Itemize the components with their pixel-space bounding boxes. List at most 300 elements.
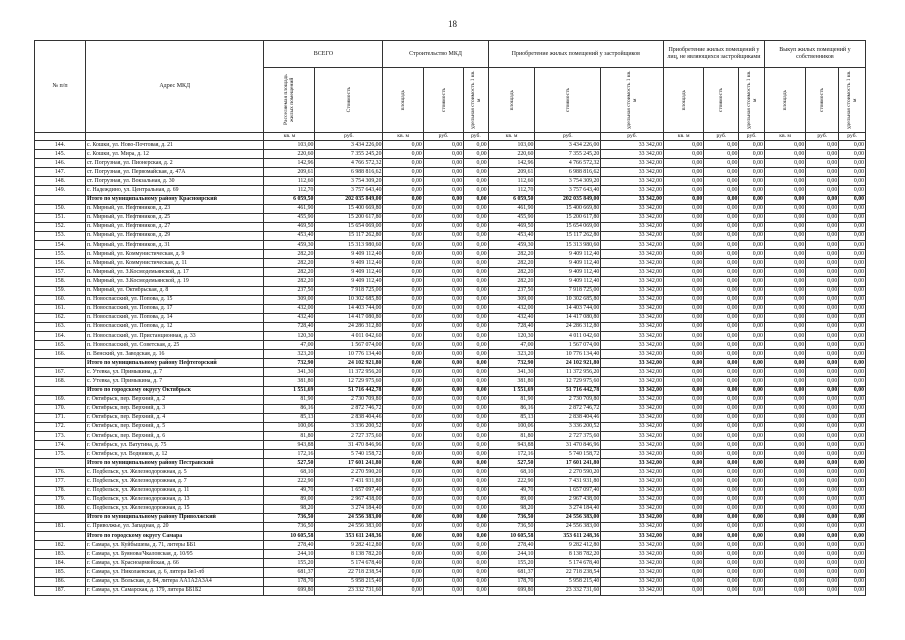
non-developer-unit: 0,00 xyxy=(739,459,765,468)
non-developer-cost: 0,00 xyxy=(704,195,739,204)
cost-cell: 15 313 980,60 xyxy=(315,241,383,250)
developer-area: 282,20 xyxy=(488,277,535,286)
buyout-unit: 0,00 xyxy=(839,177,866,186)
developer-unit: 33 342,00 xyxy=(601,532,664,541)
buyout-cost: 0,00 xyxy=(806,413,839,422)
housing-table xyxy=(34,40,866,596)
cost-cell: 7 918 725,00 xyxy=(315,286,383,295)
construction-area: 0,00 xyxy=(383,150,423,159)
cost-cell: 2 838 404,46 xyxy=(315,413,383,422)
developer-area: 341,30 xyxy=(488,368,535,377)
non-developer-cost: 0,00 xyxy=(704,541,739,550)
construction-area: 0,00 xyxy=(383,295,423,304)
cost-cell: 23 332 731,60 xyxy=(315,586,383,595)
non-developer-cost: 0,00 xyxy=(704,231,739,240)
construction-cost: 0,00 xyxy=(423,559,463,568)
buyout-unit: 0,00 xyxy=(839,368,866,377)
buyout-cost: 0,00 xyxy=(806,295,839,304)
table-row xyxy=(35,259,866,268)
col-no-header: № п/п xyxy=(35,41,86,133)
row-number: 170. xyxy=(35,404,86,413)
construction-unit: 0,00 xyxy=(464,413,488,422)
buyout-unit: 0,00 xyxy=(839,286,866,295)
developer-unit: 33 342,00 xyxy=(601,341,664,350)
developer-cost: 2 270 590,20 xyxy=(535,468,601,477)
construction-cost: 0,00 xyxy=(423,331,463,340)
developer-cost: 23 332 731,60 xyxy=(535,586,601,595)
area-cell: 459,30 xyxy=(264,241,315,250)
buyout-area: 0,00 xyxy=(764,195,805,204)
developer-unit: 33 342,00 xyxy=(601,322,664,331)
non-developer-unit: 0,00 xyxy=(739,177,765,186)
developer-cost: 9 409 112,40 xyxy=(535,250,601,259)
row-number: 150. xyxy=(35,204,86,213)
non-developer-unit: 0,00 xyxy=(739,231,765,240)
buyout-unit: 0,00 xyxy=(839,195,866,204)
buyout-area: 0,00 xyxy=(764,150,805,159)
non-developer-unit: 0,00 xyxy=(739,277,765,286)
developer-area: 6 059,50 xyxy=(488,195,535,204)
row-number: 182. xyxy=(35,541,86,550)
non-developer-cost: 0,00 xyxy=(704,586,739,595)
area-cell: 100,06 xyxy=(264,422,315,431)
developer-area: 943,88 xyxy=(488,441,535,450)
developer-unit: 33 342,00 xyxy=(601,186,664,195)
buyout-cost: 0,00 xyxy=(806,268,839,277)
non-developer-unit: 0,00 xyxy=(739,368,765,377)
address-cell: п. Новоспасский, ул. Попова, д. 17 xyxy=(85,304,263,313)
non-developer-cost: 0,00 xyxy=(704,432,739,441)
non-developer-area: 0,00 xyxy=(663,195,703,204)
row-number xyxy=(35,386,86,395)
developer-area: 455,90 xyxy=(488,213,535,222)
row-number: 176. xyxy=(35,468,86,477)
buyout-area: 0,00 xyxy=(764,177,805,186)
developer-cost: 17 601 241,80 xyxy=(535,459,601,468)
area-cell: 282,20 xyxy=(264,277,315,286)
area-cell: 455,90 xyxy=(264,213,315,222)
non-developer-cost: 0,00 xyxy=(704,295,739,304)
table-row xyxy=(35,586,866,595)
developer-area: 98,20 xyxy=(488,504,535,513)
non-developer-area: 0,00 xyxy=(663,204,703,213)
sub-header-label: удельная стоимость 1 кв. м xyxy=(626,70,639,130)
buyout-unit: 0,00 xyxy=(839,413,866,422)
non-developer-unit: 0,00 xyxy=(739,322,765,331)
sub-header-label: стоимость xyxy=(440,87,447,113)
non-developer-unit: 0,00 xyxy=(739,213,765,222)
construction-area: 0,00 xyxy=(383,541,423,550)
construction-cost: 0,00 xyxy=(423,550,463,559)
cost-cell: 15 117 262,80 xyxy=(315,231,383,240)
cost-cell: 7 355 245,20 xyxy=(315,150,383,159)
table-row xyxy=(35,286,866,295)
non-developer-unit: 0,00 xyxy=(739,186,765,195)
address-cell: п. Новоспасский, ул. Попова, д. 12 xyxy=(85,322,263,331)
non-developer-area: 0,00 xyxy=(663,304,703,313)
buyout-unit: 0,00 xyxy=(839,422,866,431)
area-cell: 943,88 xyxy=(264,441,315,450)
non-developer-area: 0,00 xyxy=(663,450,703,459)
construction-unit: 0,00 xyxy=(464,468,488,477)
developer-unit: 33 342,00 xyxy=(601,504,664,513)
construction-cost: 0,00 xyxy=(423,386,463,395)
address-cell: п. Новоспасский, ул. Попова, д. 15 xyxy=(85,295,263,304)
buyout-unit: 0,00 xyxy=(839,513,866,522)
buyout-unit: 0,00 xyxy=(839,577,866,586)
row-number: 168. xyxy=(35,377,86,386)
table-row xyxy=(35,141,866,150)
buyout-unit: 0,00 xyxy=(839,559,866,568)
unit-cell: руб. xyxy=(601,133,664,141)
buyout-area: 0,00 xyxy=(764,322,805,331)
buyout-cost: 0,00 xyxy=(806,213,839,222)
developer-cost: 353 611 248,36 xyxy=(535,532,601,541)
construction-cost: 0,00 xyxy=(423,368,463,377)
non-developer-unit: 0,00 xyxy=(739,586,765,595)
construction-area: 0,00 xyxy=(383,359,423,368)
construction-area: 0,00 xyxy=(383,450,423,459)
non-developer-unit: 0,00 xyxy=(739,532,765,541)
table-row xyxy=(35,432,866,441)
row-number xyxy=(35,532,86,541)
non-developer-unit: 0,00 xyxy=(739,331,765,340)
buyout-unit: 0,00 xyxy=(839,213,866,222)
developer-cost: 1 567 074,00 xyxy=(535,341,601,350)
sub-header xyxy=(739,68,765,133)
developer-unit: 33 342,00 xyxy=(601,513,664,522)
non-developer-cost: 0,00 xyxy=(704,177,739,186)
buyout-unit: 0,00 xyxy=(839,331,866,340)
non-developer-area: 0,00 xyxy=(663,577,703,586)
address-cell: с. Подбельск, ул. Железнодорожная, д. 5 xyxy=(85,468,263,477)
construction-cost: 0,00 xyxy=(423,286,463,295)
construction-area: 0,00 xyxy=(383,222,423,231)
non-developer-area: 0,00 xyxy=(663,568,703,577)
developer-cost: 3 336 200,52 xyxy=(535,422,601,431)
non-developer-cost: 0,00 xyxy=(704,550,739,559)
buyout-area: 0,00 xyxy=(764,459,805,468)
table-row xyxy=(35,322,866,331)
row-number: 178. xyxy=(35,486,86,495)
construction-unit: 0,00 xyxy=(464,522,488,531)
buyout-area: 0,00 xyxy=(764,186,805,195)
table-row xyxy=(35,477,866,486)
cost-cell: 15 654 069,00 xyxy=(315,222,383,231)
sub-header-label: удельная стоимость 1 кв. м xyxy=(745,70,758,130)
cost-cell: 8 138 782,20 xyxy=(315,550,383,559)
non-developer-cost: 0,00 xyxy=(704,477,739,486)
buyout-cost: 0,00 xyxy=(806,422,839,431)
construction-cost: 0,00 xyxy=(423,441,463,450)
buyout-unit: 0,00 xyxy=(839,586,866,595)
non-developer-area: 0,00 xyxy=(663,395,703,404)
area-cell: 47,00 xyxy=(264,341,315,350)
buyout-cost: 0,00 xyxy=(806,277,839,286)
group-buyout-header: Выкуп жилых помещений у собственников xyxy=(764,41,865,68)
developer-cost: 24 556 383,00 xyxy=(535,513,601,522)
buyout-unit: 0,00 xyxy=(839,141,866,150)
table-row xyxy=(35,341,866,350)
buyout-cost: 0,00 xyxy=(806,513,839,522)
buyout-cost: 0,00 xyxy=(806,331,839,340)
address-cell: п. Новоспасский, ул. Советская, д. 25 xyxy=(85,341,263,350)
area-cell: 86,16 xyxy=(264,404,315,413)
buyout-unit: 0,00 xyxy=(839,477,866,486)
construction-area: 0,00 xyxy=(383,468,423,477)
construction-cost: 0,00 xyxy=(423,195,463,204)
construction-area: 0,00 xyxy=(383,386,423,395)
col-address-header: Адрес МКД xyxy=(85,41,263,133)
subtotal-row xyxy=(35,359,866,368)
developer-unit: 33 342,00 xyxy=(601,377,664,386)
non-developer-unit: 0,00 xyxy=(739,350,765,359)
construction-unit: 0,00 xyxy=(464,441,488,450)
address-cell: Итого по городскому округу Октябрьск xyxy=(85,386,263,395)
construction-cost: 0,00 xyxy=(423,459,463,468)
buyout-cost: 0,00 xyxy=(806,250,839,259)
construction-area: 0,00 xyxy=(383,213,423,222)
buyout-cost: 0,00 xyxy=(806,368,839,377)
address-cell: г. Самара, ул. Красноармейская, д. 66 xyxy=(85,559,263,568)
construction-cost: 0,00 xyxy=(423,295,463,304)
non-developer-cost: 0,00 xyxy=(704,322,739,331)
construction-unit: 0,00 xyxy=(464,186,488,195)
buyout-cost: 0,00 xyxy=(806,495,839,504)
table-row xyxy=(35,204,866,213)
buyout-area: 0,00 xyxy=(764,368,805,377)
cost-cell: 7 431 931,80 xyxy=(315,477,383,486)
buyout-area: 0,00 xyxy=(764,168,805,177)
developer-unit: 33 342,00 xyxy=(601,441,664,450)
unit-cell: руб. xyxy=(839,133,866,141)
construction-area: 0,00 xyxy=(383,495,423,504)
unit-cell: кв. м xyxy=(383,133,423,141)
row-number: 156. xyxy=(35,259,86,268)
developer-unit: 33 342,00 xyxy=(601,250,664,259)
area-cell: 736,50 xyxy=(264,513,315,522)
non-developer-unit: 0,00 xyxy=(739,413,765,422)
developer-area: 459,30 xyxy=(488,241,535,250)
area-cell: 699,80 xyxy=(264,586,315,595)
unit-cell: руб. xyxy=(806,133,839,141)
address-cell: п. Мирный, ул. Нефтяников, д. 27 xyxy=(85,222,263,231)
address-cell: г. Октябрьск, ул. Водников, д. 12 xyxy=(85,450,263,459)
construction-area: 0,00 xyxy=(383,504,423,513)
cost-cell: 9 409 112,40 xyxy=(315,277,383,286)
buyout-cost: 0,00 xyxy=(806,341,839,350)
unit-cell: руб. xyxy=(535,133,601,141)
table-row xyxy=(35,268,866,277)
non-developer-unit: 0,00 xyxy=(739,222,765,231)
non-developer-area: 0,00 xyxy=(663,486,703,495)
developer-area: 120,30 xyxy=(488,331,535,340)
construction-unit: 0,00 xyxy=(464,577,488,586)
construction-area: 0,00 xyxy=(383,231,423,240)
non-developer-unit: 0,00 xyxy=(739,195,765,204)
developer-unit: 33 342,00 xyxy=(601,486,664,495)
area-cell: 381,80 xyxy=(264,377,315,386)
sub-header xyxy=(806,68,839,133)
developer-unit: 33 342,00 xyxy=(601,277,664,286)
construction-unit: 0,00 xyxy=(464,313,488,322)
construction-cost: 0,00 xyxy=(423,586,463,595)
construction-cost: 0,00 xyxy=(423,413,463,422)
construction-cost: 0,00 xyxy=(423,277,463,286)
construction-unit: 0,00 xyxy=(464,141,488,150)
buyout-cost: 0,00 xyxy=(806,150,839,159)
area-cell: 10 605,58 xyxy=(264,532,315,541)
developer-unit: 33 342,00 xyxy=(601,241,664,250)
table-row xyxy=(35,504,866,513)
address-cell: с. Подбельск, ул. Железнодорожная, д. 7 xyxy=(85,477,263,486)
construction-cost: 0,00 xyxy=(423,432,463,441)
construction-area: 0,00 xyxy=(383,204,423,213)
developer-cost: 15 200 617,80 xyxy=(535,213,601,222)
table-row xyxy=(35,250,866,259)
buyout-cost: 0,00 xyxy=(806,222,839,231)
developer-cost: 1 657 097,40 xyxy=(535,486,601,495)
row-number: 180. xyxy=(35,504,86,513)
area-cell: 155,20 xyxy=(264,559,315,568)
sub-header xyxy=(464,68,488,133)
developer-unit: 33 342,00 xyxy=(601,450,664,459)
developer-cost: 51 716 442,78 xyxy=(535,386,601,395)
construction-cost: 0,00 xyxy=(423,304,463,313)
developer-unit: 33 342,00 xyxy=(601,141,664,150)
sub-header xyxy=(663,68,703,133)
buyout-unit: 0,00 xyxy=(839,359,866,368)
construction-area: 0,00 xyxy=(383,322,423,331)
construction-cost: 0,00 xyxy=(423,450,463,459)
developer-unit: 33 342,00 xyxy=(601,368,664,377)
developer-unit: 33 342,00 xyxy=(601,168,664,177)
non-developer-area: 0,00 xyxy=(663,413,703,422)
address-cell: с. Подбельск, ул. Железнодорожная, д. 13 xyxy=(85,495,263,504)
non-developer-unit: 0,00 xyxy=(739,386,765,395)
address-cell: г. Самара, ул. Николаевская, д. 6, литера Бв1-лб xyxy=(85,568,263,577)
non-developer-unit: 0,00 xyxy=(739,395,765,404)
construction-cost: 0,00 xyxy=(423,259,463,268)
developer-cost: 7 918 725,00 xyxy=(535,286,601,295)
buyout-cost: 0,00 xyxy=(806,304,839,313)
cost-cell: 6 988 816,62 xyxy=(315,168,383,177)
developer-cost: 7 355 245,20 xyxy=(535,150,601,159)
developer-area: 736,50 xyxy=(488,513,535,522)
developer-unit: 33 342,00 xyxy=(601,259,664,268)
developer-cost: 5 174 678,40 xyxy=(535,559,601,568)
sub-header-label: стоимость xyxy=(819,87,826,113)
construction-cost: 0,00 xyxy=(423,522,463,531)
buyout-area: 0,00 xyxy=(764,341,805,350)
area-cell: 1 551,69 xyxy=(264,386,315,395)
construction-unit: 0,00 xyxy=(464,177,488,186)
buyout-cost: 0,00 xyxy=(806,404,839,413)
row-number: 147. xyxy=(35,168,86,177)
row-number: 151. xyxy=(35,213,86,222)
cost-cell: 1 657 097,40 xyxy=(315,486,383,495)
developer-cost: 24 102 921,80 xyxy=(535,359,601,368)
buyout-cost: 0,00 xyxy=(806,532,839,541)
unit-cell: кв. м xyxy=(764,133,805,141)
buyout-area: 0,00 xyxy=(764,313,805,322)
buyout-unit: 0,00 xyxy=(839,441,866,450)
area-cell: 453,40 xyxy=(264,231,315,240)
area-cell: 244,10 xyxy=(264,550,315,559)
table-row xyxy=(35,422,866,431)
construction-cost: 0,00 xyxy=(423,486,463,495)
construction-unit: 0,00 xyxy=(464,159,488,168)
construction-area: 0,00 xyxy=(383,413,423,422)
construction-cost: 0,00 xyxy=(423,577,463,586)
construction-area: 0,00 xyxy=(383,304,423,313)
area-cell: 209,61 xyxy=(264,168,315,177)
buyout-area: 0,00 xyxy=(764,259,805,268)
construction-area: 0,00 xyxy=(383,268,423,277)
construction-cost: 0,00 xyxy=(423,186,463,195)
buyout-unit: 0,00 xyxy=(839,277,866,286)
table-row xyxy=(35,468,866,477)
cost-cell: 9 409 112,40 xyxy=(315,250,383,259)
cost-cell: 3 754 309,20 xyxy=(315,177,383,186)
buyout-area: 0,00 xyxy=(764,495,805,504)
developer-area: 81,90 xyxy=(488,395,535,404)
non-developer-area: 0,00 xyxy=(663,286,703,295)
cost-cell: 5 740 158,72 xyxy=(315,450,383,459)
address-cell: ст. Погрузная, ул. Вокзальная, д. 30 xyxy=(85,177,263,186)
buyout-cost: 0,00 xyxy=(806,522,839,531)
developer-unit: 33 342,00 xyxy=(601,204,664,213)
non-developer-cost: 0,00 xyxy=(704,204,739,213)
buyout-unit: 0,00 xyxy=(839,386,866,395)
area-cell: 81,90 xyxy=(264,395,315,404)
cost-cell: 9 409 112,40 xyxy=(315,259,383,268)
buyout-cost: 0,00 xyxy=(806,195,839,204)
non-developer-area: 0,00 xyxy=(663,141,703,150)
cost-cell: 202 035 849,00 xyxy=(315,195,383,204)
non-developer-area: 0,00 xyxy=(663,241,703,250)
non-developer-unit: 0,00 xyxy=(739,441,765,450)
developer-area: 237,50 xyxy=(488,286,535,295)
non-developer-unit: 0,00 xyxy=(739,432,765,441)
developer-cost: 31 470 846,96 xyxy=(535,441,601,450)
area-cell: 237,50 xyxy=(264,286,315,295)
cost-cell: 3 757 643,40 xyxy=(315,186,383,195)
developer-cost: 2 727 375,60 xyxy=(535,432,601,441)
non-developer-unit: 0,00 xyxy=(739,204,765,213)
table-row xyxy=(35,186,866,195)
construction-cost: 0,00 xyxy=(423,513,463,522)
non-developer-area: 0,00 xyxy=(663,341,703,350)
developer-area: 172,16 xyxy=(488,450,535,459)
construction-unit: 0,00 xyxy=(464,541,488,550)
sub-header xyxy=(264,68,315,133)
non-developer-area: 0,00 xyxy=(663,513,703,522)
non-developer-cost: 0,00 xyxy=(704,286,739,295)
construction-area: 0,00 xyxy=(383,377,423,386)
non-developer-cost: 0,00 xyxy=(704,404,739,413)
table-row xyxy=(35,577,866,586)
construction-cost: 0,00 xyxy=(423,350,463,359)
row-number: 167. xyxy=(35,368,86,377)
area-cell: 323,20 xyxy=(264,350,315,359)
area-cell: 681,37 xyxy=(264,568,315,577)
table-row xyxy=(35,568,866,577)
buyout-cost: 0,00 xyxy=(806,322,839,331)
buyout-area: 0,00 xyxy=(764,413,805,422)
developer-area: 728,40 xyxy=(488,322,535,331)
developer-unit: 33 342,00 xyxy=(601,550,664,559)
